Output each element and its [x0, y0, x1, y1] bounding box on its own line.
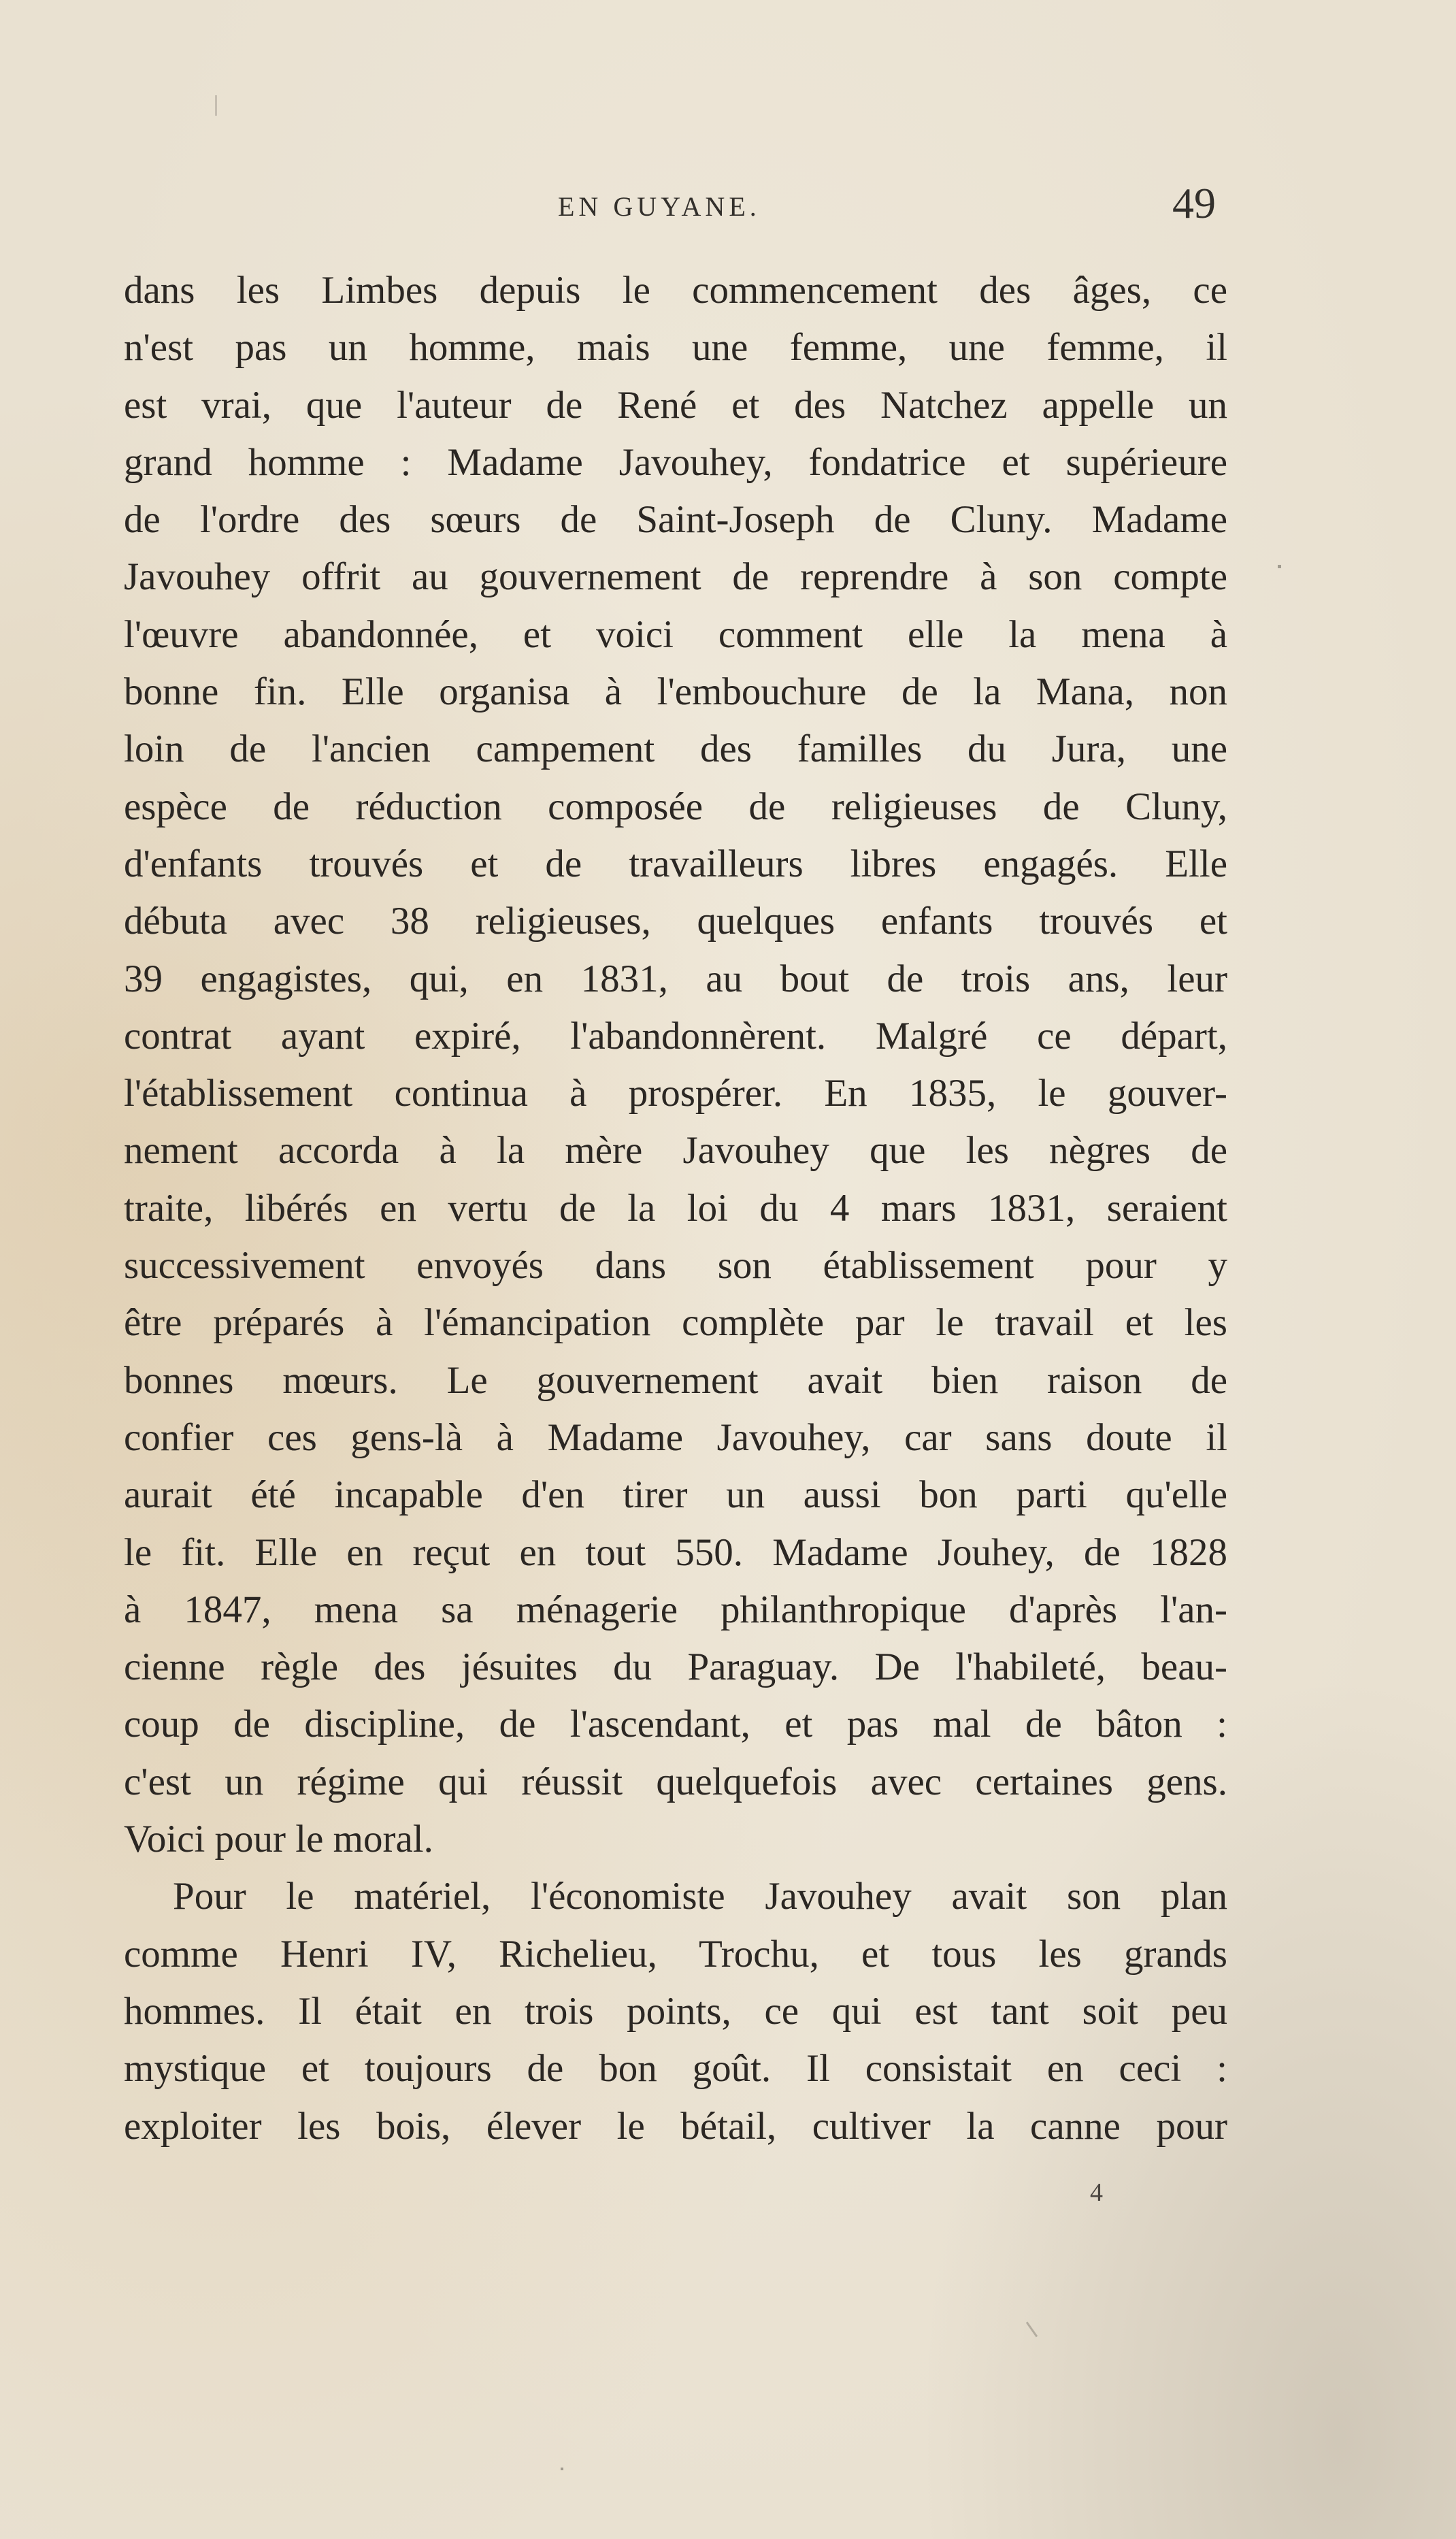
text-line: bonne fin. Elle organisa à l'embouchure de la Mana, non — [124, 670, 1227, 714]
text-line: traite, libérés en vertu de la loi du 4 mars 1831, seraient — [124, 1186, 1227, 1230]
text-line: le fit. Elle en reçut en tout 550. Madame Jouhey, de 1828 — [124, 1530, 1227, 1574]
text-line: mystique et toujours de bon goût. Il consistait en ceci : — [124, 2047, 1227, 2091]
text-segment: est vrai, que l'auteur de René et des Natchez appelle un — [124, 383, 1227, 427]
text-line: à 1847, mena sa ménagerie philanthropique d'après l'an- — [124, 1588, 1227, 1631]
text-line: loin de l'ancien campement des familles du Jura, une — [124, 727, 1227, 771]
text-line: contrat ayant expiré, l'abandonnèrent. Malgré ce départ, — [124, 1014, 1227, 1058]
text-line — [124, 377, 1227, 434]
page-number: 49 — [1172, 179, 1216, 227]
text-line: grand homme : Madame Javouhey, fondatrice et supérieure — [124, 440, 1227, 484]
text-line: cienne règle des jésuites du Paraguay. De l'habileté, beau- — [124, 1645, 1227, 1689]
paragraph-start-line: Pour le matériel, l'économiste Javouhey avait son plan — [173, 1875, 1227, 1918]
text-line: l'établissement continua à prospérer. En 1835, le gouver- — [124, 1072, 1227, 1115]
text-line: bonnes mœurs. Le gouvernement avait bien raison de — [124, 1358, 1227, 1402]
text-line: c'est un régime qui réussit quelquefois avec certaines gens. — [124, 1760, 1227, 1803]
text-line: n'est pas un homme, mais une femme, une femme, il — [124, 326, 1227, 370]
text-line: 39 engagistes, qui, en 1831, au bout de trois ans, leur — [124, 957, 1227, 1000]
paper-speck — [561, 2468, 563, 2470]
paragraph-end-line: Voici pour le moral. — [124, 1818, 433, 1861]
text-line: hommes. Il était en trois points, ce qui est tant soit peu — [124, 1989, 1227, 2033]
text-line: Javouhey offrit au gouvernement de reprendre à son compte — [124, 555, 1227, 599]
signature-mark: 4 — [1090, 2178, 1103, 2207]
text-line: de l'ordre des sœurs de Saint-Joseph de Cluny. Madame — [124, 498, 1227, 542]
running-title: EN GUYANE. — [558, 191, 761, 222]
body-text — [124, 262, 1227, 2155]
text-line: coup de discipline, de l'ascendant, et pas mal de bâton : — [124, 1703, 1227, 1746]
paper-speck — [1026, 2321, 1038, 2337]
text-line: dans les Limbes depuis le commencement des âges, ce — [124, 269, 1227, 312]
text-line: aurait été incapable d'en tirer un aussi bon parti qu'elle — [124, 1473, 1227, 1517]
text-line: exploiter les bois, élever le bétail, cultiver la canne pour — [124, 2104, 1227, 2148]
text-line: espèce de réduction composée de religieuses de Cluny, — [124, 785, 1227, 828]
text-line: l'œuvre abandonnée, et voici comment elle la mena à — [124, 612, 1227, 656]
paper-speck — [1278, 565, 1281, 568]
text-line: nement accorda à la mère Javouhey que les nègres de — [124, 1129, 1227, 1173]
text-line: comme Henri IV, Richelieu, Trochu, et tous les grands — [124, 1932, 1227, 1976]
text-line: successivement envoyés dans son établissement pour y — [124, 1244, 1227, 1288]
text-line: d'enfants trouvés et de travailleurs libres engagés. Elle — [124, 842, 1227, 885]
text-line: débuta avec 38 religieuses, quelques enfants trouvés et — [124, 900, 1227, 943]
text-line: être préparés à l'émancipation complète par le travail et les — [124, 1301, 1227, 1345]
paper-speck — [215, 95, 217, 116]
text-line: confier ces gens-là à Madame Javouhey, car sans doute il — [124, 1415, 1227, 1459]
